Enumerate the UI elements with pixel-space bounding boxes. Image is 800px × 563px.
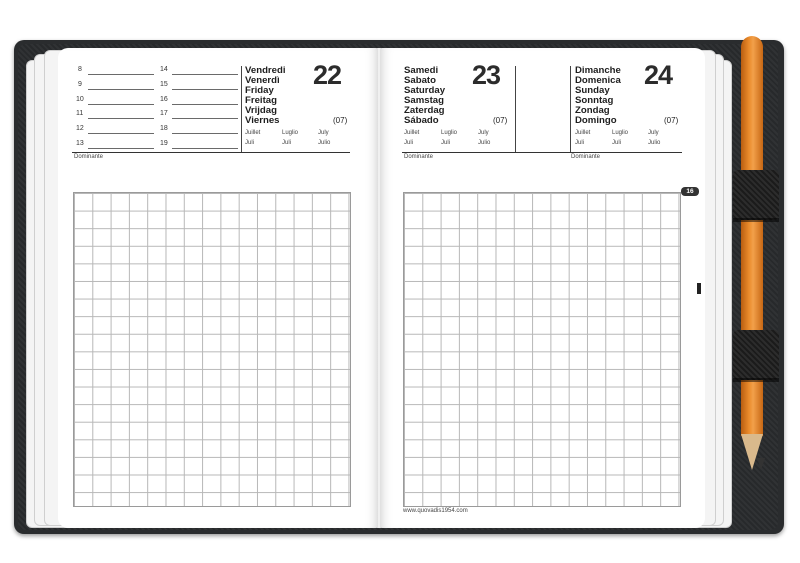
hour-label: 15 — [160, 81, 168, 88]
day-name: Friday — [245, 85, 274, 96]
day-number: 22 — [313, 60, 342, 90]
hour-label: 18 — [160, 125, 168, 132]
loop-shadow — [733, 218, 779, 222]
notes-grid-left[interactable] — [73, 192, 351, 507]
month-label: Juli — [612, 140, 622, 146]
hour-line — [172, 89, 238, 90]
day-name: Sunday — [575, 85, 610, 96]
day-divider — [515, 66, 516, 152]
day-name: Samedi — [404, 65, 439, 76]
hour-line — [88, 118, 154, 119]
day-name: Vrijdag — [245, 105, 277, 116]
week-number: (07) — [664, 116, 679, 125]
month-label: Juillet — [245, 130, 261, 136]
hour-line — [172, 74, 238, 75]
month-label: July — [648, 130, 659, 136]
day-name: Zaterdag — [404, 105, 445, 116]
hour-label: 17 — [160, 110, 168, 117]
day-name: Dimanche — [575, 65, 621, 76]
month-label: Juli — [282, 140, 292, 146]
hour-line — [88, 148, 154, 149]
day-name: Sábado — [404, 115, 439, 126]
month-label: Juli — [575, 140, 585, 146]
day-name: Domingo — [575, 115, 617, 126]
page-gutter — [377, 48, 381, 528]
website-label: www.quovadis1954.com — [403, 508, 468, 514]
month-label: Luglio — [441, 130, 458, 136]
hour-label: 9 — [78, 81, 82, 88]
month-label: Luglio — [282, 130, 299, 136]
day-name: Venerdì — [245, 75, 280, 86]
day-name: Vendredi — [245, 65, 286, 76]
month-label: Juli — [245, 140, 255, 146]
hour-label: 10 — [76, 96, 84, 103]
hour-line — [88, 104, 154, 105]
month-label: Juillet — [575, 130, 591, 136]
month-label: Juillet — [404, 130, 420, 136]
day-name: Viernes — [245, 115, 280, 126]
dominante-label: Dominante — [404, 154, 434, 160]
elastic-loop-bottom — [733, 330, 779, 380]
hour-line — [172, 133, 238, 134]
day-name: Zondag — [575, 105, 610, 116]
hour-label: 8 — [78, 66, 82, 73]
day-name: Saturday — [404, 85, 446, 96]
dominante-label: Dominante — [571, 154, 601, 160]
month-label: July — [318, 130, 329, 136]
day-name: Sabato — [404, 75, 436, 86]
week-tab: 16 — [681, 187, 699, 196]
loop-shadow — [733, 378, 779, 382]
month-label: Juli — [441, 140, 451, 146]
hour-line — [88, 133, 154, 134]
day-name: Samstag — [404, 95, 444, 106]
week-number: (07) — [493, 116, 508, 125]
hour-line — [172, 104, 238, 105]
month-label: July — [478, 130, 489, 136]
month-label: Luglio — [612, 130, 629, 136]
hour-line — [88, 89, 154, 90]
hour-label: 12 — [76, 125, 84, 132]
day-divider — [570, 66, 571, 152]
day-number: 23 — [472, 60, 501, 90]
hour-label: 13 — [76, 140, 84, 147]
notes-grid-right[interactable] — [403, 192, 681, 507]
day-divider — [241, 66, 242, 152]
header-rule — [402, 152, 682, 153]
hour-label: 14 — [160, 66, 168, 73]
hour-label: 11 — [76, 110, 84, 117]
hour-label: 16 — [160, 96, 168, 103]
header-rule — [72, 152, 350, 153]
month-label: Julio — [648, 140, 661, 146]
elastic-loop-top — [733, 170, 779, 220]
day-name: Domenica — [575, 75, 621, 86]
hour-label: 19 — [160, 140, 168, 147]
day-name: Sonntag — [575, 95, 614, 106]
hour-line — [172, 148, 238, 149]
hour-line — [88, 74, 154, 75]
dominante-label: Dominante — [74, 154, 104, 160]
month-label: Julio — [478, 140, 491, 146]
month-label: Julio — [318, 140, 331, 146]
pencil-lead — [757, 458, 765, 470]
page-marker — [697, 283, 701, 294]
day-name: Freitag — [245, 95, 277, 106]
hour-line — [172, 118, 238, 119]
week-number: (07) — [333, 116, 348, 125]
day-number: 24 — [644, 60, 673, 90]
month-label: Juli — [404, 140, 414, 146]
